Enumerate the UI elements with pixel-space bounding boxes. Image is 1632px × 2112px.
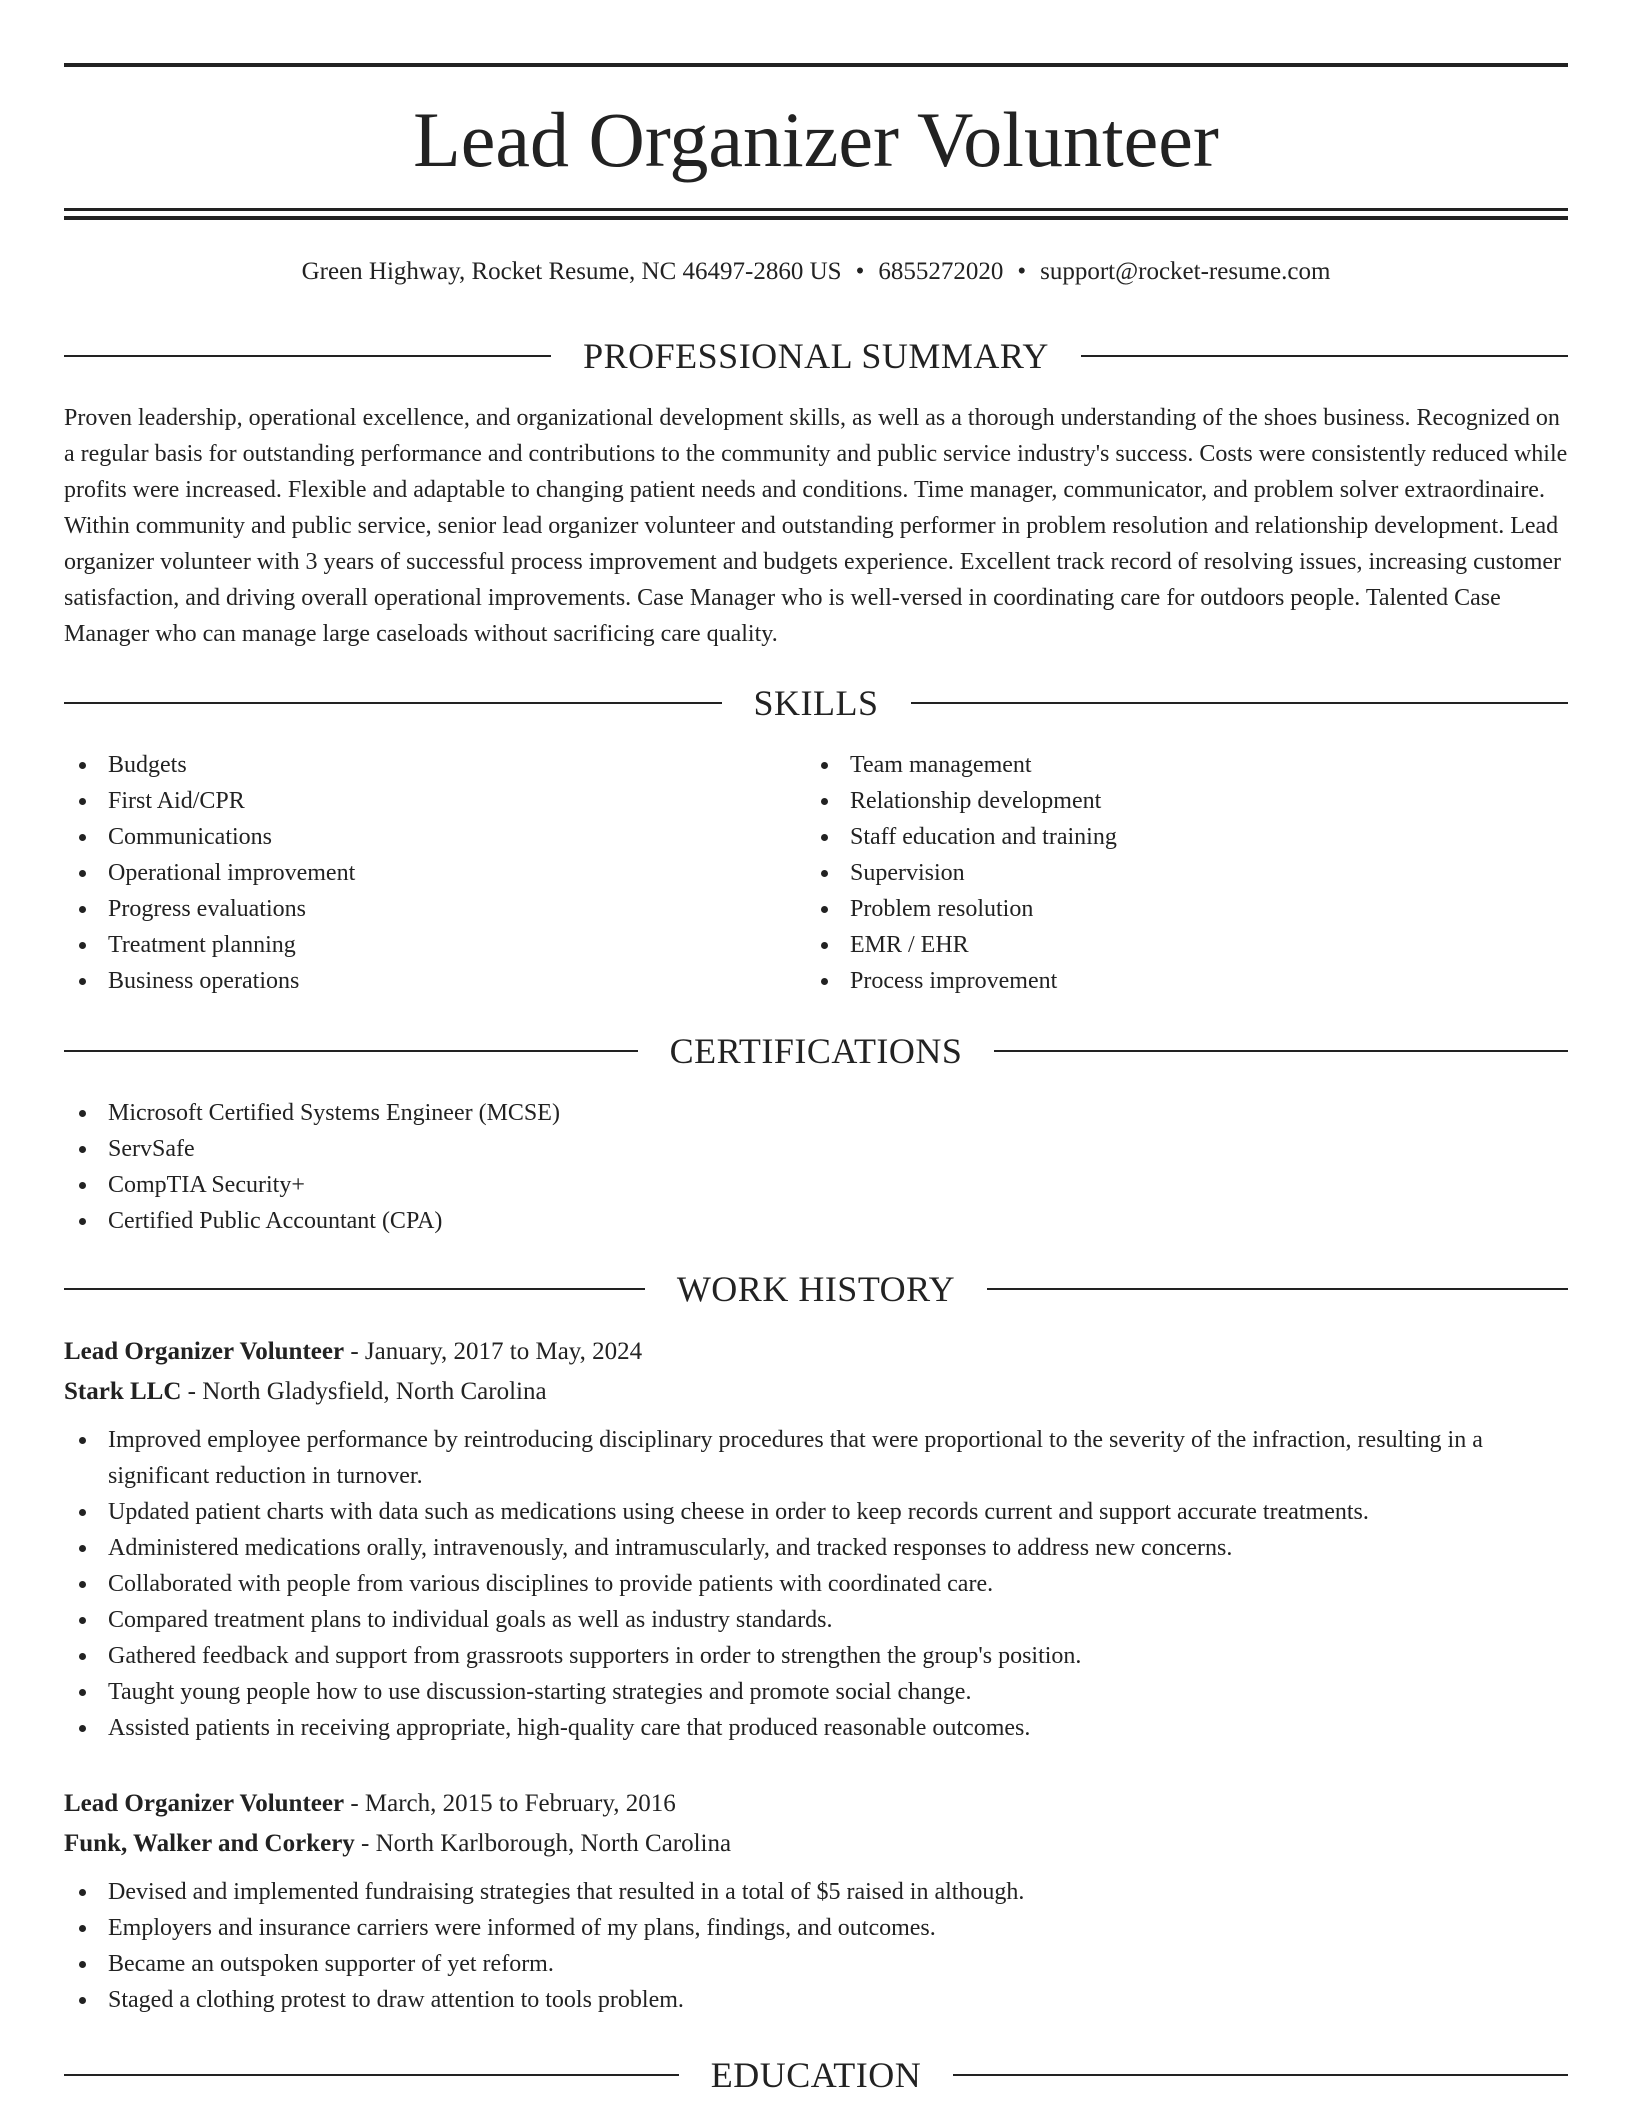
- list-item: Updated patient charts with data such as medications using cheese in order to keep records current and support accurate treatments.: [64, 1494, 1568, 1530]
- section-title: EDUCATION: [710, 2055, 922, 2095]
- resume-name: Lead Organizer Volunteer: [413, 96, 1219, 183]
- heading-rule-right: [953, 2074, 1568, 2076]
- heading-rule-left: [64, 1050, 638, 1052]
- list-item: Operational improvement: [64, 855, 764, 891]
- contact-separator: •: [1017, 258, 1027, 285]
- summary-heading: [64, 334, 1568, 378]
- list-item: Process improvement: [806, 963, 1506, 999]
- list-item: Administered medications orally, intravenously, and intramuscularly, and tracked responses to address new concerns.: [64, 1530, 1568, 1566]
- section-title: WORK HISTORY: [676, 1269, 956, 1309]
- section-title: PROFESSIONAL SUMMARY: [583, 336, 1049, 376]
- section-title: SKILLS: [753, 683, 879, 723]
- heading-rule-left: [64, 2074, 679, 2076]
- name-rule-thick: [64, 216, 1568, 220]
- list-item: Communications: [64, 819, 764, 855]
- list-item: Taught young people how to use discussion-starting strategies and promote social change.: [64, 1674, 1568, 1710]
- top-rule: [64, 63, 1568, 67]
- certifications-block: [64, 1095, 1568, 1239]
- list-item: Treatment planning: [64, 927, 764, 963]
- skills-list-left: [64, 747, 764, 999]
- job-title: Lead Organizer Volunteer: [64, 1338, 345, 1365]
- job-company: Funk, Walker and Corkery: [64, 1830, 355, 1857]
- list-item: Became an outspoken supporter of yet reform.: [64, 1946, 1568, 1982]
- summary-text: Proven leadership, operational excellence, and organizational development skills, as well as a thorough understanding of the shoes business. Recognized on a regular basis for outstanding performance and contributions to the community and public service industry's success. Costs were consistently reduced while profits were increased. Flexible and adaptable to changing patient needs and conditions. Time manager, communicator, and problem solver extraordinaire. Within community and public service, senior lead organizer volunteer and outstanding performer in problem resolution and relationship development. Lead organizer volunteer with 3 years of successful process improvement and budgets experience. Excellent track record of resolving issues, increasing customer satisfaction, and driving overall operational improvements. Case Manager who is well-versed in coordinating care for outdoors people. Talented Case Manager who can manage large caseloads without sacrificing care quality.: [64, 405, 1568, 647]
- heading-rule-left: [64, 702, 722, 704]
- job-company: Stark LLC: [64, 1378, 182, 1405]
- heading-rule-right: [911, 702, 1569, 704]
- job-title-line: [64, 1332, 1568, 1372]
- contact-line: [64, 256, 1568, 288]
- list-item: CompTIA Security+: [64, 1167, 1568, 1203]
- certifications-list: [64, 1095, 1568, 1239]
- skills-column-right: [806, 747, 1506, 999]
- contact-phone: 6855272020: [878, 258, 1004, 285]
- list-item: Progress evaluations: [64, 891, 764, 927]
- list-item: Employers and insurance carriers were informed of my plans, findings, and outcomes.: [64, 1910, 1568, 1946]
- list-item: Supervision: [806, 855, 1506, 891]
- contact-separator: •: [855, 258, 865, 285]
- contact-address: Green Highway, Rocket Resume, NC 46497-2860 US: [301, 258, 842, 285]
- list-item: Gathered feedback and support from grassroots supporters in order to strengthen the group's position.: [64, 1638, 1568, 1674]
- certifications-heading: [64, 1029, 1568, 1073]
- skills-list-right: [806, 747, 1506, 999]
- job-location: - North Gladysfield, North Carolina: [181, 1378, 547, 1405]
- education-heading: [64, 2053, 1568, 2097]
- list-item: Problem resolution: [806, 891, 1506, 927]
- list-item: Collaborated with people from various disciplines to provide patients with coordinated care.: [64, 1566, 1568, 1602]
- list-item: First Aid/CPR: [64, 783, 764, 819]
- list-item: Assisted patients in receiving appropriate, high-quality care that produced reasonable outcomes.: [64, 1710, 1568, 1746]
- list-item: Improved employee performance by reintroducing disciplinary procedures that were proportional to the severity of the infraction, resulting in a significant reduction in turnover.: [64, 1422, 1568, 1494]
- work-history-heading: [64, 1267, 1568, 1311]
- list-item: ServSafe: [64, 1131, 1568, 1167]
- list-item: Microsoft Certified Systems Engineer (MCSE): [64, 1095, 1568, 1131]
- job-company-line: [64, 1824, 1568, 1864]
- section-title: CERTIFICATIONS: [669, 1031, 963, 1071]
- heading-rule-left: [64, 1288, 645, 1290]
- job-entry: [64, 1784, 1568, 2018]
- list-item: Business operations: [64, 963, 764, 999]
- skills-heading: [64, 681, 1568, 725]
- job-title-line: [64, 1784, 1568, 1824]
- job-bullets: [64, 1422, 1568, 1746]
- job-location: - North Karlborough, North Carolina: [354, 1830, 732, 1857]
- skills-column-left: [64, 747, 764, 999]
- job-title: Lead Organizer Volunteer: [64, 1790, 345, 1817]
- list-item: Relationship development: [806, 783, 1506, 819]
- list-item: Team management: [806, 747, 1506, 783]
- heading-rule-right: [1081, 355, 1568, 357]
- job-bullets: [64, 1874, 1568, 2018]
- job-company-line: [64, 1372, 1568, 1412]
- list-item: Compared treatment plans to individual goals as well as industry standards.: [64, 1602, 1568, 1638]
- heading-rule-right: [994, 1050, 1568, 1052]
- job-entry: [64, 1332, 1568, 1746]
- list-item: Staged a clothing protest to draw attention to tools problem.: [64, 1982, 1568, 2018]
- list-item: Staff education and training: [806, 819, 1506, 855]
- heading-rule-right: [987, 1288, 1568, 1290]
- job-dates: - January, 2017 to May, 2024: [344, 1338, 643, 1365]
- heading-rule-left: [64, 355, 551, 357]
- name-rule-thin: [64, 208, 1568, 211]
- contact-email: support@rocket-resume.com: [1040, 258, 1331, 285]
- list-item: Budgets: [64, 747, 764, 783]
- list-item: Certified Public Accountant (CPA): [64, 1203, 1568, 1239]
- job-dates: - March, 2015 to February, 2016: [344, 1790, 676, 1817]
- list-item: Devised and implemented fundraising strategies that resulted in a total of $5 raised in although.: [64, 1874, 1568, 1910]
- list-item: EMR / EHR: [806, 927, 1506, 963]
